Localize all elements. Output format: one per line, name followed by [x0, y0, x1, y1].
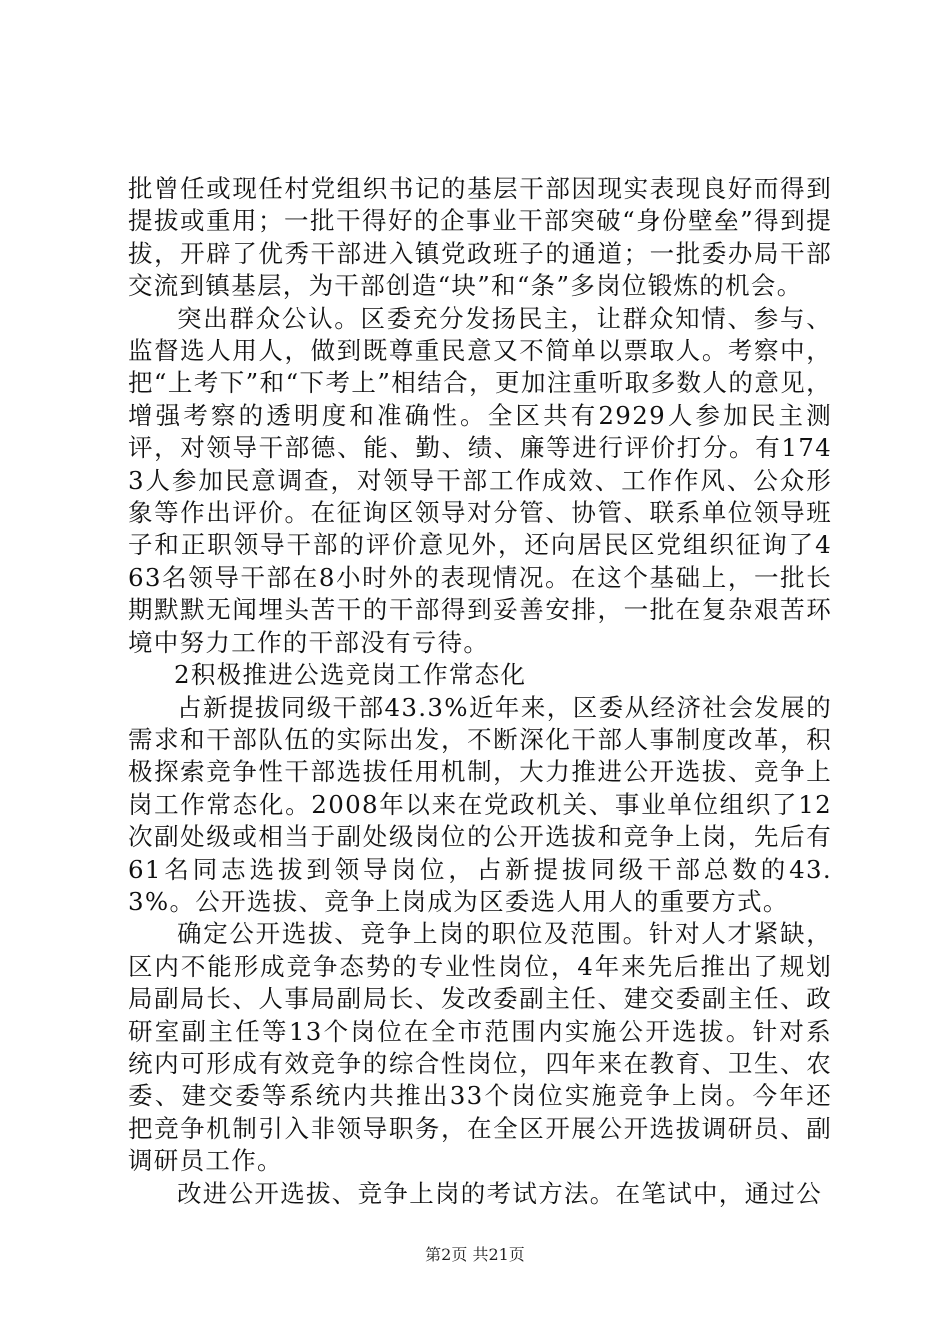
paragraph-positions-scope: 确定公开选拔、竞争上岗的职位及范围。针对人才紧缺，区内不能形成竞争态势的专业性岗位，4年来先后推出了规划局副局长、人事局副局长、发改委副主任、建交委副主任、政研室副主任等13个岗位在全市范围内实施公开选拔。针对系统内可形成有效竞争的综合性岗位，四年来在教育、卫生、农委、建交委等系统内共推出33个岗位实施竞争上岗。今年还把竞争机制引入非领导职务，在全区开展公开选拔调研员、副调研员工作。	[128, 919, 832, 1176]
paragraph-mass-recognition: 突出群众公认。区委充分发扬民主，让群众知情、参与、监督选人用人，做到既尊重民意又不简单以票取人。考察中，把“上考下”和“下考上”相结合，更加注重听取多数人的意见，增强考察的透明度和准确性。全区共有2929人参加民主测评，对领导干部德、能、勤、绩、廉等进行评价打分。有1743人参加民意调查，对领导干部工作成效、工作作风、公众形象等作出评价。在征询区领导对分管、协管、联系单位领导班子和正职领导干部的评价意见外，还向居民区党组织征询了463名领导干部在8小时外的表现情况。在这个基础上，一批长期默默无闻埋头苦干的干部得到妥善安排，一批在复杂艰苦环境中努力工作的干部没有亏待。	[128, 303, 832, 657]
section-heading: 2积极推进公选竞岗工作常态化	[174, 660, 527, 690]
paragraph-public-selection: 占新提拔同级干部43.3%近年来，区委从经济社会发展的需求和干部队伍的实际出发，不断深化干部人事制度改革，积极探索竞争性干部选拔任用机制，大力推进公开选拔、竞争上岗工作常态化。2008年以来在党政机关、事业单位组织了12次副处级或相当于副处级岗位的公开选拔和竞争上岗，先后有61名同志选拔到领导岗位，占新提拔同级干部总数的43.3%。公开选拔、竞争上岗成为区委选人用人的重要方式。	[128, 692, 832, 916]
page-number-footer: 第2页 共21页	[425, 1245, 525, 1264]
document-body	[128, 173, 832, 1210]
paragraph-continuation: 批曾任或现任村党组织书记的基层干部因现实表现良好而得到提拔或重用；一批干得好的企事业干部突破“身份壁垒”得到提拔，开辟了优秀干部进入镇党政班子的通道；一批委办局干部交流到镇基层，为干部创造“块”和“条”多岗位锻炼的机会。	[128, 174, 832, 301]
paragraph-exam-methods: 改进公开选拔、竞争上岗的考试方法。在笔试中，通过公	[177, 1178, 822, 1208]
